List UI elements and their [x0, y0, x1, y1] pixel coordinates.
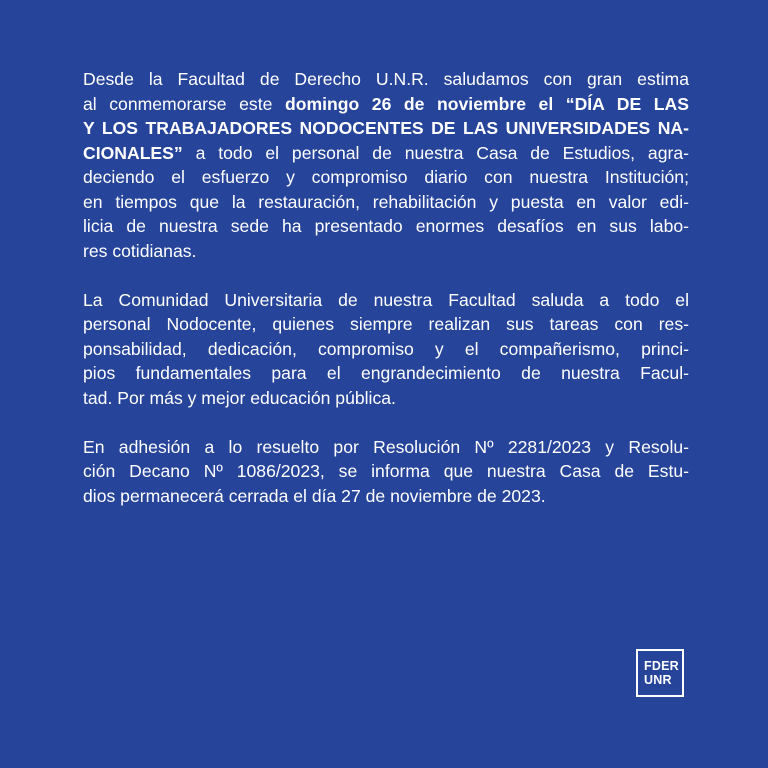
announcement-body [83, 67, 689, 508]
text-line: tad. Por más y mejor educación pública. [83, 387, 396, 408]
text-line: deciendo el esfuerzo y compromiso diario con nuestra Institución; [83, 167, 689, 187]
paragraph-community [83, 288, 689, 411]
fder-unr-logo [636, 649, 684, 697]
text-line [83, 141, 689, 166]
text-fragment: al conmemorarse este [83, 93, 285, 114]
text-line: En adhesión a lo resuelto por Resolución Nº 2281/2023 y Resolu- [83, 436, 689, 457]
text-line: en tiempos que la restauración, rehabilitación y puesta en valor edi- [83, 191, 689, 212]
text-line: personal Nodocente, quienes siempre realizan sus tareas con res- [83, 314, 689, 334]
bold-text: domingo 26 de noviembre el “DÍA DE LAS [284, 93, 689, 114]
text-line: ción Decano Nº 1086/2023, se informa que nuestra Casa de Estu- [83, 461, 689, 481]
text-line: res cotidianas. [83, 240, 197, 261]
text-line: ponsabilidad, dedicación, compromiso y el compañerismo, princi- [83, 338, 689, 359]
text-line: pios fundamentales para el engrandecimiento de nuestra Facul- [83, 363, 689, 383]
paragraph-greeting [83, 67, 689, 263]
paragraph-closure-notice [83, 435, 689, 509]
logo-line-2: UNR [644, 673, 672, 687]
text-line: dios permanecerá cerrada el día 27 de noviembre de 2023. [83, 485, 546, 506]
bold-text: Y LOS TRABAJADORES NODOCENTES DE LAS UNIVERSIDADES NA- [83, 118, 689, 138]
text-line: Desde la Facultad de Derecho U.N.R. saludamos con gran estima [83, 69, 689, 89]
text-line: La Comunidad Universitaria de nuestra Facultad saluda a todo el [83, 289, 689, 310]
bold-text: CIONALES” [83, 142, 183, 163]
text-line: licia de nuestra sede ha presentado enormes desafíos en sus labo- [83, 216, 689, 236]
text-line [83, 116, 689, 141]
text-line [83, 92, 689, 117]
text-fragment: a todo el personal de nuestra Casa de Estudios, agra- [182, 142, 689, 163]
logo-line-1: FDER [644, 659, 679, 673]
